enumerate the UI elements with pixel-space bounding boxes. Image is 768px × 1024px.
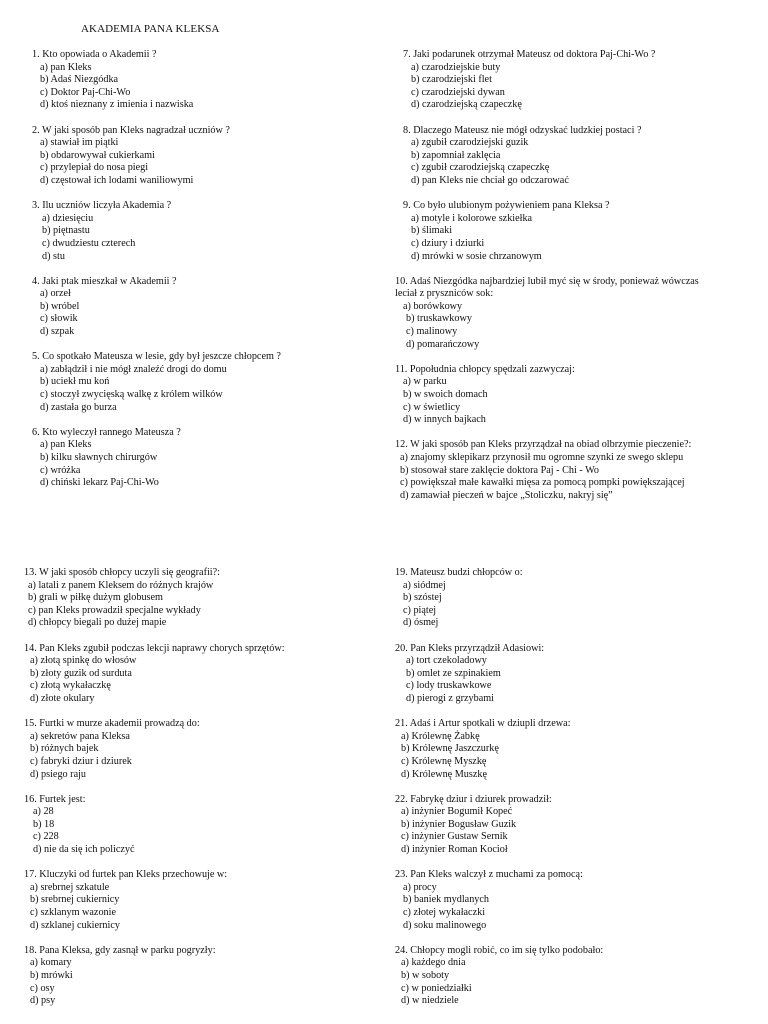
answer-option: c) osy: [30, 982, 55, 994]
question-text: 13. W jaki sposób chłopcy uczyli się geografii?:: [24, 567, 220, 578]
answer-option: c) przylepiał do nosa piegi: [40, 162, 149, 174]
question-text: 6. Kto wyleczył rannego Mateusza ?: [32, 426, 181, 438]
quiz-question: [395, 718, 755, 781]
answer-option: c) powiększał małe kawałki mięsa za pomocą pompki powiększającej: [400, 477, 685, 489]
answer-option: c) złotą wykałaczkę: [30, 680, 111, 692]
answer-option: a) czarodziejskie buty: [411, 61, 501, 73]
question-text: 23. Pan Kleks walczył z muchami za pomocą:: [395, 869, 583, 881]
answer-option: d) czarodziejską czapeczkę: [411, 99, 522, 111]
answer-option: d) pan Kleks nie chciał go odczarować: [411, 174, 569, 186]
answer-option: a) sekretów pana Kleksa: [30, 730, 130, 742]
quiz-question: [24, 945, 374, 1008]
answer-option: c) pan Kleks prowadził specjalne wykłady: [28, 604, 201, 616]
answer-option: b) inżynier Bogusław Guzik: [401, 818, 517, 830]
question-text: 3. Ilu uczniów liczyła Akademia ?: [32, 200, 172, 212]
answer-option: c) dziury i dziurki: [411, 237, 485, 249]
quiz-question: [32, 427, 372, 490]
answer-option: b) 18: [33, 818, 55, 830]
answer-option: d) psy: [30, 995, 56, 1007]
answer-option: b) szóstej: [403, 592, 442, 604]
answer-option: c) dwudziestu czterech: [42, 237, 136, 249]
answer-option: b) Królewnę Jaszczurkę: [401, 743, 499, 755]
question-text: 15. Furtki w murze akademii prowadzą do:: [24, 718, 200, 730]
quiz-question: [32, 200, 372, 263]
answer-option: d) zastała go burza: [40, 401, 117, 413]
question-text: 2. W jaki sposób pan Kleks nagradzał uczniów ?: [32, 124, 230, 136]
answer-option: a) zgubił czarodziejski guzik: [411, 137, 529, 149]
answer-option: d) złote okulary: [30, 692, 95, 704]
quiz-question: [395, 945, 755, 1008]
answer-option: b) obdarowywał cukierkami: [40, 149, 155, 161]
questions-column-2: [395, 49, 755, 515]
answer-option: a) Królewnę Żabkę: [401, 730, 480, 742]
answer-option: b) w soboty: [401, 970, 450, 981]
answer-option: c) lody truskawkowe: [406, 680, 492, 692]
answer-option: a) złotą spinkę do włosów: [30, 655, 137, 667]
answer-option: b) uciekł mu koń: [40, 376, 110, 388]
answer-option: c) Doktor Paj-Chi-Wo: [40, 86, 131, 98]
question-text: 8. Dlaczego Mateusz nie mógł odzyskać ludzkiej postaci ?: [403, 124, 642, 136]
answer-option: c) 228: [33, 831, 59, 843]
answer-option: a) zabłądził i nie mógł znaleźć drogi do domu: [40, 363, 227, 375]
quiz-question: [395, 869, 755, 932]
answer-option: b) baniek mydlanych: [403, 894, 490, 906]
answer-option: b) Adaś Niezgódka: [40, 74, 119, 86]
question-text: 10. Adaś Niezgódka najbardziej lubił myć się w środy, ponieważ wówczas: [395, 275, 699, 287]
quiz-question: [395, 794, 755, 857]
answer-option: a) komary: [30, 957, 72, 969]
answer-option: d) ktoś nieznany z imienia i nazwiska: [40, 99, 194, 111]
quiz-question: [24, 718, 374, 781]
question-text: 16. Furtek jest:: [24, 793, 86, 805]
answer-option: b) różnych bajek: [30, 743, 99, 755]
answer-option: d) w niedziele: [401, 995, 459, 1007]
answer-option: a) motyle i kolorowe szkiełka: [411, 212, 533, 224]
answer-option: c) piątej: [403, 604, 437, 616]
answer-option: a) pan Kleks: [40, 439, 92, 451]
quiz-question: [395, 364, 755, 427]
answer-option: a) latali z panem Kleksem do różnych krajów: [28, 579, 214, 591]
question-text: 18. Pana Kleksa, gdy zasnął w parku pogryzły:: [24, 944, 216, 956]
answer-option: d) częstował ich lodami waniliowymi: [40, 174, 194, 186]
answer-option: a) srebrnej szkatule: [30, 881, 110, 893]
answer-option: d) stu: [42, 250, 65, 262]
quiz-question: [24, 567, 374, 630]
answer-option: b) grali w piłkę dużym globusem: [28, 592, 163, 604]
answer-option: a) inżynier Bogumił Kopeć: [401, 806, 513, 818]
answer-option: c) szklanym wazonie: [30, 907, 116, 919]
answer-option: b) piętnastu: [42, 225, 90, 237]
question-text: 21. Adaś i Artur spotkali w dziupli drzewa:: [395, 718, 571, 730]
quiz-question: [24, 643, 374, 706]
answer-option: c) wróżka: [40, 464, 81, 476]
answer-option: b) omlet ze szpinakiem: [406, 667, 501, 679]
answer-option: b) wróbel: [40, 300, 80, 312]
answer-option: b) truskawkowy: [406, 313, 472, 325]
question-text: 22. Fabrykę dziur i dziurek prowadził:: [395, 793, 552, 805]
answer-option: b) czarodziejski flet: [411, 74, 492, 86]
answer-option: c) czarodziejski dywan: [411, 86, 505, 98]
quiz-question: [395, 567, 755, 630]
answer-option: c) malinowy: [406, 326, 458, 338]
quiz-question: [32, 49, 372, 112]
answer-option: c) słowik: [40, 313, 78, 325]
answer-option: d) szklanej cukiernicy: [30, 919, 120, 931]
answer-option: c) zgubił czarodziejską czapeczkę: [411, 162, 550, 174]
answer-option: c) inżynier Gustaw Sernik: [401, 831, 508, 843]
answer-option: d) soku malinowego: [403, 919, 487, 931]
quiz-question: [395, 49, 755, 112]
quiz-question: [24, 794, 374, 857]
question-text: 19. Mateusz budzi chłopców o:: [395, 567, 523, 578]
answer-option: b) stosował stare zaklęcie doktora Paj - Chi - Wo: [400, 464, 600, 476]
answer-option: a) siódmej: [403, 579, 446, 591]
answer-option: a) 28: [33, 806, 54, 818]
answer-option: a) każdego dnia: [401, 957, 466, 969]
answer-option: b) mrówki: [30, 970, 73, 981]
quiz-question: [395, 643, 755, 706]
answer-option: a) w parku: [403, 376, 447, 388]
quiz-question: [395, 200, 755, 263]
answer-option: c) w świetlicy: [403, 401, 461, 413]
question-text: 14. Pan Kleks zgubił podczas lekcji naprawy chorych sprzętów:: [24, 642, 285, 654]
question-text: 20. Pan Kleks przyrządził Adasiowi:: [395, 642, 545, 654]
answer-option: d) psiego raju: [30, 768, 87, 780]
answer-option: d) chłopcy biegali po dużej mapie: [28, 617, 167, 629]
answer-option: d) zamawiał pieczeń w bajce „Stoliczku, nakryj się”: [400, 489, 613, 501]
answer-option: b) złoty guzik od surduta: [30, 667, 132, 679]
questions-column-3: [24, 567, 374, 1020]
answer-option: a) dziesięciu: [42, 212, 94, 224]
answer-option: a) orzeł: [40, 288, 71, 300]
answer-option: a) stawiał im piątki: [40, 137, 119, 149]
answer-option: d) mrówki w sosie chrzanowym: [411, 250, 542, 262]
answer-option: a) borówkowy: [403, 300, 463, 312]
quiz-question: [32, 125, 372, 188]
answer-option: d) w innych bajkach: [403, 414, 486, 426]
answer-option: d) pierogi z grzybami: [406, 692, 494, 704]
answer-option: c) stoczył zwycięską walkę z królem wilków: [40, 389, 223, 401]
answer-option: a) znajomy sklepikarz przynosił mu ogromne szynki ze swego sklepu: [400, 452, 684, 463]
answer-option: a) procy: [403, 881, 437, 893]
question-text: 24. Chłopcy mogli robić, co im się tylko podobało:: [395, 944, 604, 956]
answer-option: d) chiński lekarz Paj-Chi-Wo: [40, 477, 159, 489]
questions-column-4: [395, 567, 755, 1020]
answer-option: b) ślimaki: [411, 225, 453, 237]
question-text: 1. Kto opowiada o Akademii ?: [32, 49, 157, 60]
answer-option: a) pan Kleks: [40, 61, 92, 73]
quiz-question: [32, 351, 372, 414]
question-text: 17. Kluczyki od furtek pan Kleks przechowuje w:: [24, 869, 228, 881]
answer-option: b) kilku sławnych chirurgów: [40, 452, 158, 463]
page-title: AKADEMIA PANA KLEKSA: [81, 23, 220, 35]
answer-option: d) Królewnę Muszkę: [401, 768, 488, 780]
answer-option: d) pomarańczowy: [406, 338, 480, 350]
question-text-continued: leciał z pryszniców sok:: [395, 288, 494, 300]
quiz-question: [395, 439, 755, 502]
answer-option: d) nie da się ich policzyć: [33, 844, 135, 856]
quiz-question: [32, 276, 372, 339]
answer-option: d) inżynier Roman Kocioł: [401, 844, 508, 856]
answer-option: d) szpak: [40, 326, 75, 338]
question-text: 9. Co było ulubionym pożywieniem pana Kleksa ?: [403, 200, 610, 212]
answer-option: d) ósmej: [403, 617, 439, 629]
question-text: 12. W jaki sposób pan Kleks przyrządzał na obiad olbrzymie pieczenie?:: [395, 439, 692, 451]
questions-column-1: [32, 49, 372, 502]
answer-option: b) srebrnej cukiernicy: [30, 894, 120, 906]
quiz-question: [24, 869, 374, 932]
quiz-question: [395, 125, 755, 188]
answer-option: a) tort czekoladowy: [406, 655, 487, 667]
question-text: 11. Popołudnia chłopcy spędzali zazwyczaj:: [395, 363, 575, 375]
answer-option: c) fabryki dziur i dziurek: [30, 755, 132, 767]
quiz-question: [395, 276, 755, 352]
question-text: 5. Co spotkało Mateusza w lesie, gdy był jeszcze chłopcem ?: [32, 351, 281, 363]
question-text: 7. Jaki podarunek otrzymał Mateusz od doktora Paj-Chi-Wo ?: [403, 49, 656, 60]
answer-option: b) w swoich domach: [403, 389, 488, 401]
answer-option: c) Królewnę Myszkę: [401, 755, 487, 767]
answer-option: b) zapomniał zaklęcia: [411, 149, 501, 161]
answer-option: c) złotej wykałaczki: [403, 907, 486, 919]
question-text: 4. Jaki ptak mieszkał w Akademii ?: [32, 275, 177, 287]
answer-option: c) w poniedziałki: [401, 982, 472, 994]
